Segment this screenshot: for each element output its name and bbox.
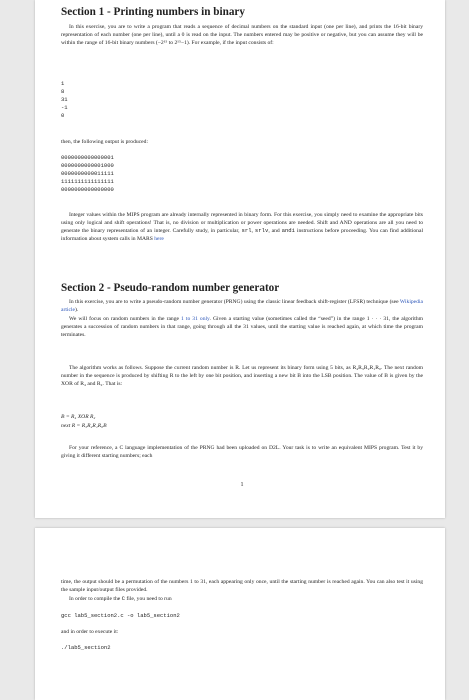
mars-syscalls-link[interactable]: here: [154, 236, 164, 243]
output-line: 0000000000000001: [61, 154, 114, 161]
output-example: [61, 154, 114, 194]
input-example: [61, 80, 68, 120]
document-page-2: [35, 528, 445, 700]
section-1-intro: In this exercise, you are to write a program that reads a sequence of decimal numbers on the standard input (one per line), and prints the 16-bit binary representation of each number (one per line), until a 0 is read on the input. The numbers entered may be positive or negative, but you can assume they will be within the range of 16-bit binary numbers (−2¹⁵ to 2¹⁵−1). For example, if the input consists of:: [61, 24, 423, 47]
output-line: 0000000000001000: [61, 162, 114, 170]
section-1-paragraph-2: Integer values within the MIPS program are already internally represented in binary form. For this exercise, you simply need to examine the appropriate bits using only logical and shift operations! That is, no division or multiplication or power operations are needed. Shift and AND operations are all you need to generate the binary representation of an integer. Carefully study, in particular, srl, srlv, and andi instructions before proceeding. You can find additional information about system calls in MARS here: [61, 212, 423, 243]
compile-instruction: In order to compile the C file, you need to run: [69, 595, 172, 602]
reference-paragraph: For your reference, a C language implementation of the PRNG had been uploaded on D2L. Your task is to write an equivalent MIPS program. Test it by giving it different starting numbers; each: [61, 445, 423, 460]
output-line: 1111111111111111: [61, 178, 114, 186]
execute-instruction: and in order to execute it:: [61, 629, 119, 635]
input-line: 0: [61, 112, 65, 120]
page-number: 1: [240, 482, 244, 488]
input-line: 8: [61, 88, 65, 96]
section-2-range-paragraph: We will focus on random numbers in the range 1 to 31 only. Given a starting value (sometimes called the “seed”) in the range 1 · · · 31, the algorithm generates a succession of random numbers in that range, going through all the 31 values, until the starting value is reached again, at which time the program terminates.: [61, 316, 423, 339]
execute-command: ./lab5_section2: [61, 644, 111, 651]
output-line: 0000000000011111: [61, 170, 114, 178]
input-line: 31: [61, 96, 68, 104]
section-2-intro: In this exercise, you are to write a pseudo-random number generator (PRNG) using the classic linear feedback shift-register (LFSR) technique (see Wikipedia article).: [61, 299, 423, 314]
page-2-paragraph-1: time, the output should be a permutation of the numbers 1 to 31, each appearing only once, until the starting number is reached again. You can also test it using the sample input/output files provided.: [61, 579, 423, 594]
section-2-title: Section 2 - Pseudo-random number generator: [61, 282, 280, 294]
document-page-1: [35, 0, 445, 518]
output-line: 0000000000000000: [61, 186, 114, 194]
then-text: then, the following output is produced:: [61, 139, 149, 145]
srlv-instruction: srlv: [254, 227, 269, 235]
input-line: 1: [61, 80, 65, 87]
wikipedia-link[interactable]: Wikipedia article: [61, 299, 423, 314]
algorithm-paragraph: The algorithm works as follows. Suppose the current random number is R. Let us represent its binary form using 5 bits, as R₄R₃R₂R₁R₀. The next random number in the sequence is produced by shifting R to the left by one bit position, and inserting a new bit B into the LSB position. The value of B is given by the XOR of R₄ and R₂. That is:: [61, 365, 423, 388]
section-1-title: Section 1 - Printing numbers in binary: [61, 6, 245, 18]
input-line: -1: [61, 104, 68, 112]
range-highlight: 1 to 31 only: [181, 316, 210, 322]
equation-next-r: next R = R₃R₂R₁R₀B: [61, 423, 107, 429]
compile-command: gcc lab5_section2.c -o lab5_section2: [61, 612, 180, 619]
srl-instruction: srl: [241, 227, 252, 235]
equation-b: B = R₄ XOR R₂: [61, 414, 96, 420]
andi-instruction: andi: [281, 227, 296, 235]
